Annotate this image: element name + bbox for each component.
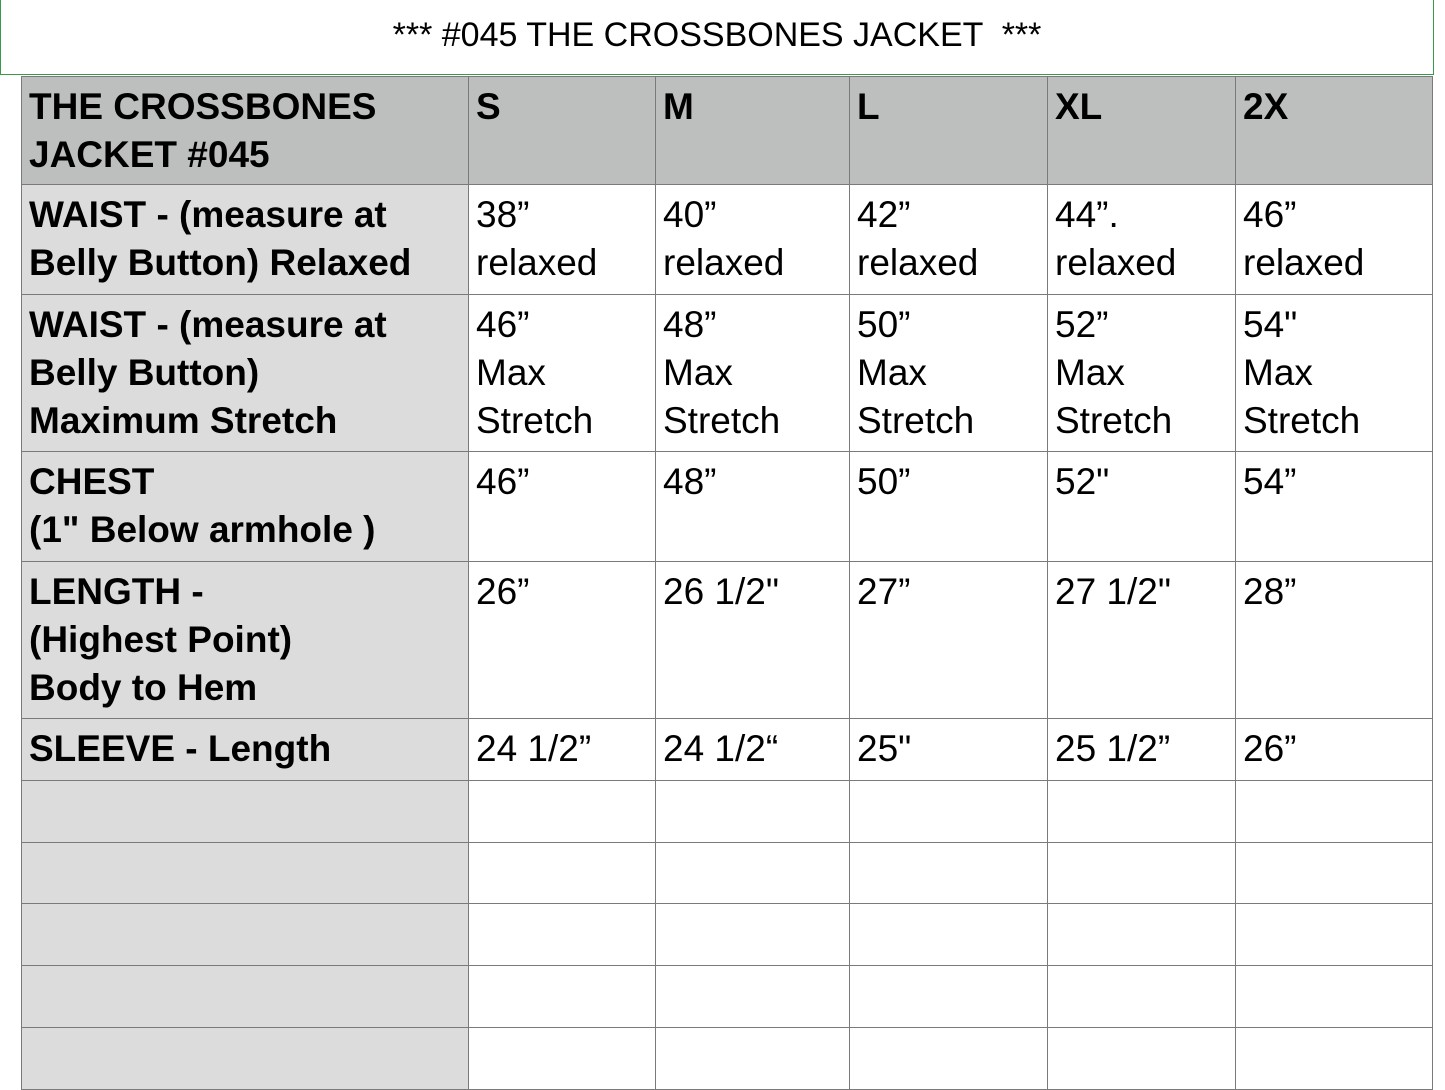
value-line: 26” [476,571,530,612]
value-cell-xl [1048,185,1236,295]
value-line: 26” [1243,728,1297,769]
value-line: Max [663,352,733,393]
value-line: 24 1/2“ [663,728,779,769]
value-line: 26 1/2" [663,571,780,612]
value-cell-xl [1048,719,1236,781]
value-line: 25 1/2” [1055,728,1171,769]
header-label-line: JACKET #045 [29,134,270,175]
value-cell-l [850,295,1048,452]
size-header-m: M [656,77,850,185]
value-cell-s [469,452,656,562]
value-line: relaxed [1243,242,1365,283]
empty-row [22,781,1433,843]
empty-value-cell[interactable] [469,966,656,1028]
value-cell-m [656,295,850,452]
value-cell-m [656,562,850,719]
empty-value-cell[interactable] [469,904,656,966]
value-cell-2x [1236,185,1433,295]
size-header-2x: 2X [1236,77,1433,185]
row-label-cell [22,562,469,719]
value-cell-xl [1048,295,1236,452]
row-label-line: WAIST - (measure at [29,304,387,345]
empty-value-cell[interactable] [656,843,850,904]
empty-label-cell[interactable] [22,966,469,1028]
value-line: relaxed [476,242,598,283]
value-line: Stretch [476,400,594,441]
table-body [22,77,1433,1090]
empty-value-cell[interactable] [1048,843,1236,904]
empty-label-cell[interactable] [22,843,469,904]
value-line: Stretch [663,400,781,441]
value-line: 50” [857,461,911,502]
empty-value-cell[interactable] [1048,781,1236,843]
value-line: 48” [663,461,717,502]
row-label-cell [22,719,469,781]
waist-max-stretch-row [22,295,1433,452]
row-label-line: Belly Button) Relaxed [29,242,412,283]
value-line: 24 1/2” [476,728,592,769]
chest-row [22,452,1433,562]
empty-value-cell[interactable] [656,1028,850,1090]
row-label-line: Body to Hem [29,667,258,708]
empty-value-cell[interactable] [1236,781,1433,843]
value-line: 27” [857,571,911,612]
empty-value-cell[interactable] [656,966,850,1028]
row-label-line: (1" Below armhole ) [29,509,376,550]
value-line: 54” [1243,461,1297,502]
empty-value-cell[interactable] [850,843,1048,904]
value-cell-l [850,719,1048,781]
value-line: 27 1/2" [1055,571,1172,612]
value-cell-2x [1236,452,1433,562]
empty-row [22,843,1433,904]
size-header-xl: XL [1048,77,1236,185]
empty-value-cell[interactable] [1048,904,1236,966]
empty-value-cell[interactable] [656,781,850,843]
value-line: 46” [476,304,530,345]
value-cell-l [850,452,1048,562]
row-label-line: WAIST - (measure at [29,194,387,235]
empty-label-cell[interactable] [22,781,469,843]
row-label-cell [22,452,469,562]
value-line: relaxed [1055,242,1177,283]
size-chart-table [21,76,1433,1090]
empty-label-cell[interactable] [22,904,469,966]
empty-row [22,904,1433,966]
size-header-s: S [469,77,656,185]
value-cell-s [469,719,656,781]
empty-value-cell[interactable] [469,1028,656,1090]
empty-value-cell[interactable] [469,781,656,843]
value-line: Max [476,352,546,393]
value-line: 28” [1243,571,1297,612]
value-line: relaxed [857,242,979,283]
row-label-line: SLEEVE - Length [29,728,332,769]
value-line: relaxed [663,242,785,283]
value-cell-xl [1048,562,1236,719]
empty-value-cell[interactable] [1048,966,1236,1028]
value-line: 54" [1243,304,1298,345]
header-label-line: THE CROSSBONES [29,86,377,127]
empty-label-cell[interactable] [22,1028,469,1090]
empty-value-cell[interactable] [850,904,1048,966]
empty-value-cell[interactable] [1236,966,1433,1028]
value-cell-2x [1236,295,1433,452]
value-line: 25" [857,728,912,769]
value-line: 52” [1055,304,1109,345]
header-row [22,77,1433,185]
row-label-cell [22,295,469,452]
header-label-cell [22,77,469,185]
empty-value-cell[interactable] [1236,904,1433,966]
empty-value-cell[interactable] [469,843,656,904]
length-row [22,562,1433,719]
size-header-l: L [850,77,1048,185]
value-line: Max [857,352,927,393]
row-label-line: Maximum Stretch [29,400,338,441]
empty-value-cell[interactable] [850,781,1048,843]
value-line: 44”. [1055,194,1119,235]
empty-value-cell[interactable] [850,1028,1048,1090]
value-cell-s [469,185,656,295]
value-cell-xl [1048,452,1236,562]
empty-value-cell[interactable] [1236,843,1433,904]
sleeve-row [22,719,1433,781]
value-cell-2x [1236,719,1433,781]
value-line: 50” [857,304,911,345]
empty-value-cell[interactable] [850,966,1048,1028]
empty-value-cell[interactable] [1048,1028,1236,1090]
value-line: Max [1055,352,1125,393]
value-cell-m [656,452,850,562]
empty-value-cell[interactable] [656,904,850,966]
row-label-line: LENGTH - [29,571,204,612]
waist-relaxed-row [22,185,1433,295]
value-line: 38” [476,194,530,235]
empty-value-cell[interactable] [1236,1028,1433,1090]
value-line: 40” [663,194,717,235]
row-label-line: Belly Button) [29,352,260,393]
value-line: 46” [1243,194,1297,235]
value-line: Stretch [1055,400,1173,441]
value-line: 46” [476,461,530,502]
value-line: Stretch [857,400,975,441]
page-title: *** #045 THE CROSSBONES JACKET *** [0,0,1434,75]
value-cell-l [850,185,1048,295]
empty-row [22,966,1433,1028]
value-cell-m [656,185,850,295]
value-line: Stretch [1243,400,1361,441]
empty-row [22,1028,1433,1090]
value-cell-l [850,562,1048,719]
value-cell-m [656,719,850,781]
row-label-cell [22,185,469,295]
value-line: 42” [857,194,911,235]
value-cell-2x [1236,562,1433,719]
value-line: 52" [1055,461,1110,502]
row-label-line: CHEST [29,461,155,502]
value-cell-s [469,295,656,452]
row-label-line: (Highest Point) [29,619,293,660]
value-line: Max [1243,352,1313,393]
value-cell-s [469,562,656,719]
value-line: 48” [663,304,717,345]
